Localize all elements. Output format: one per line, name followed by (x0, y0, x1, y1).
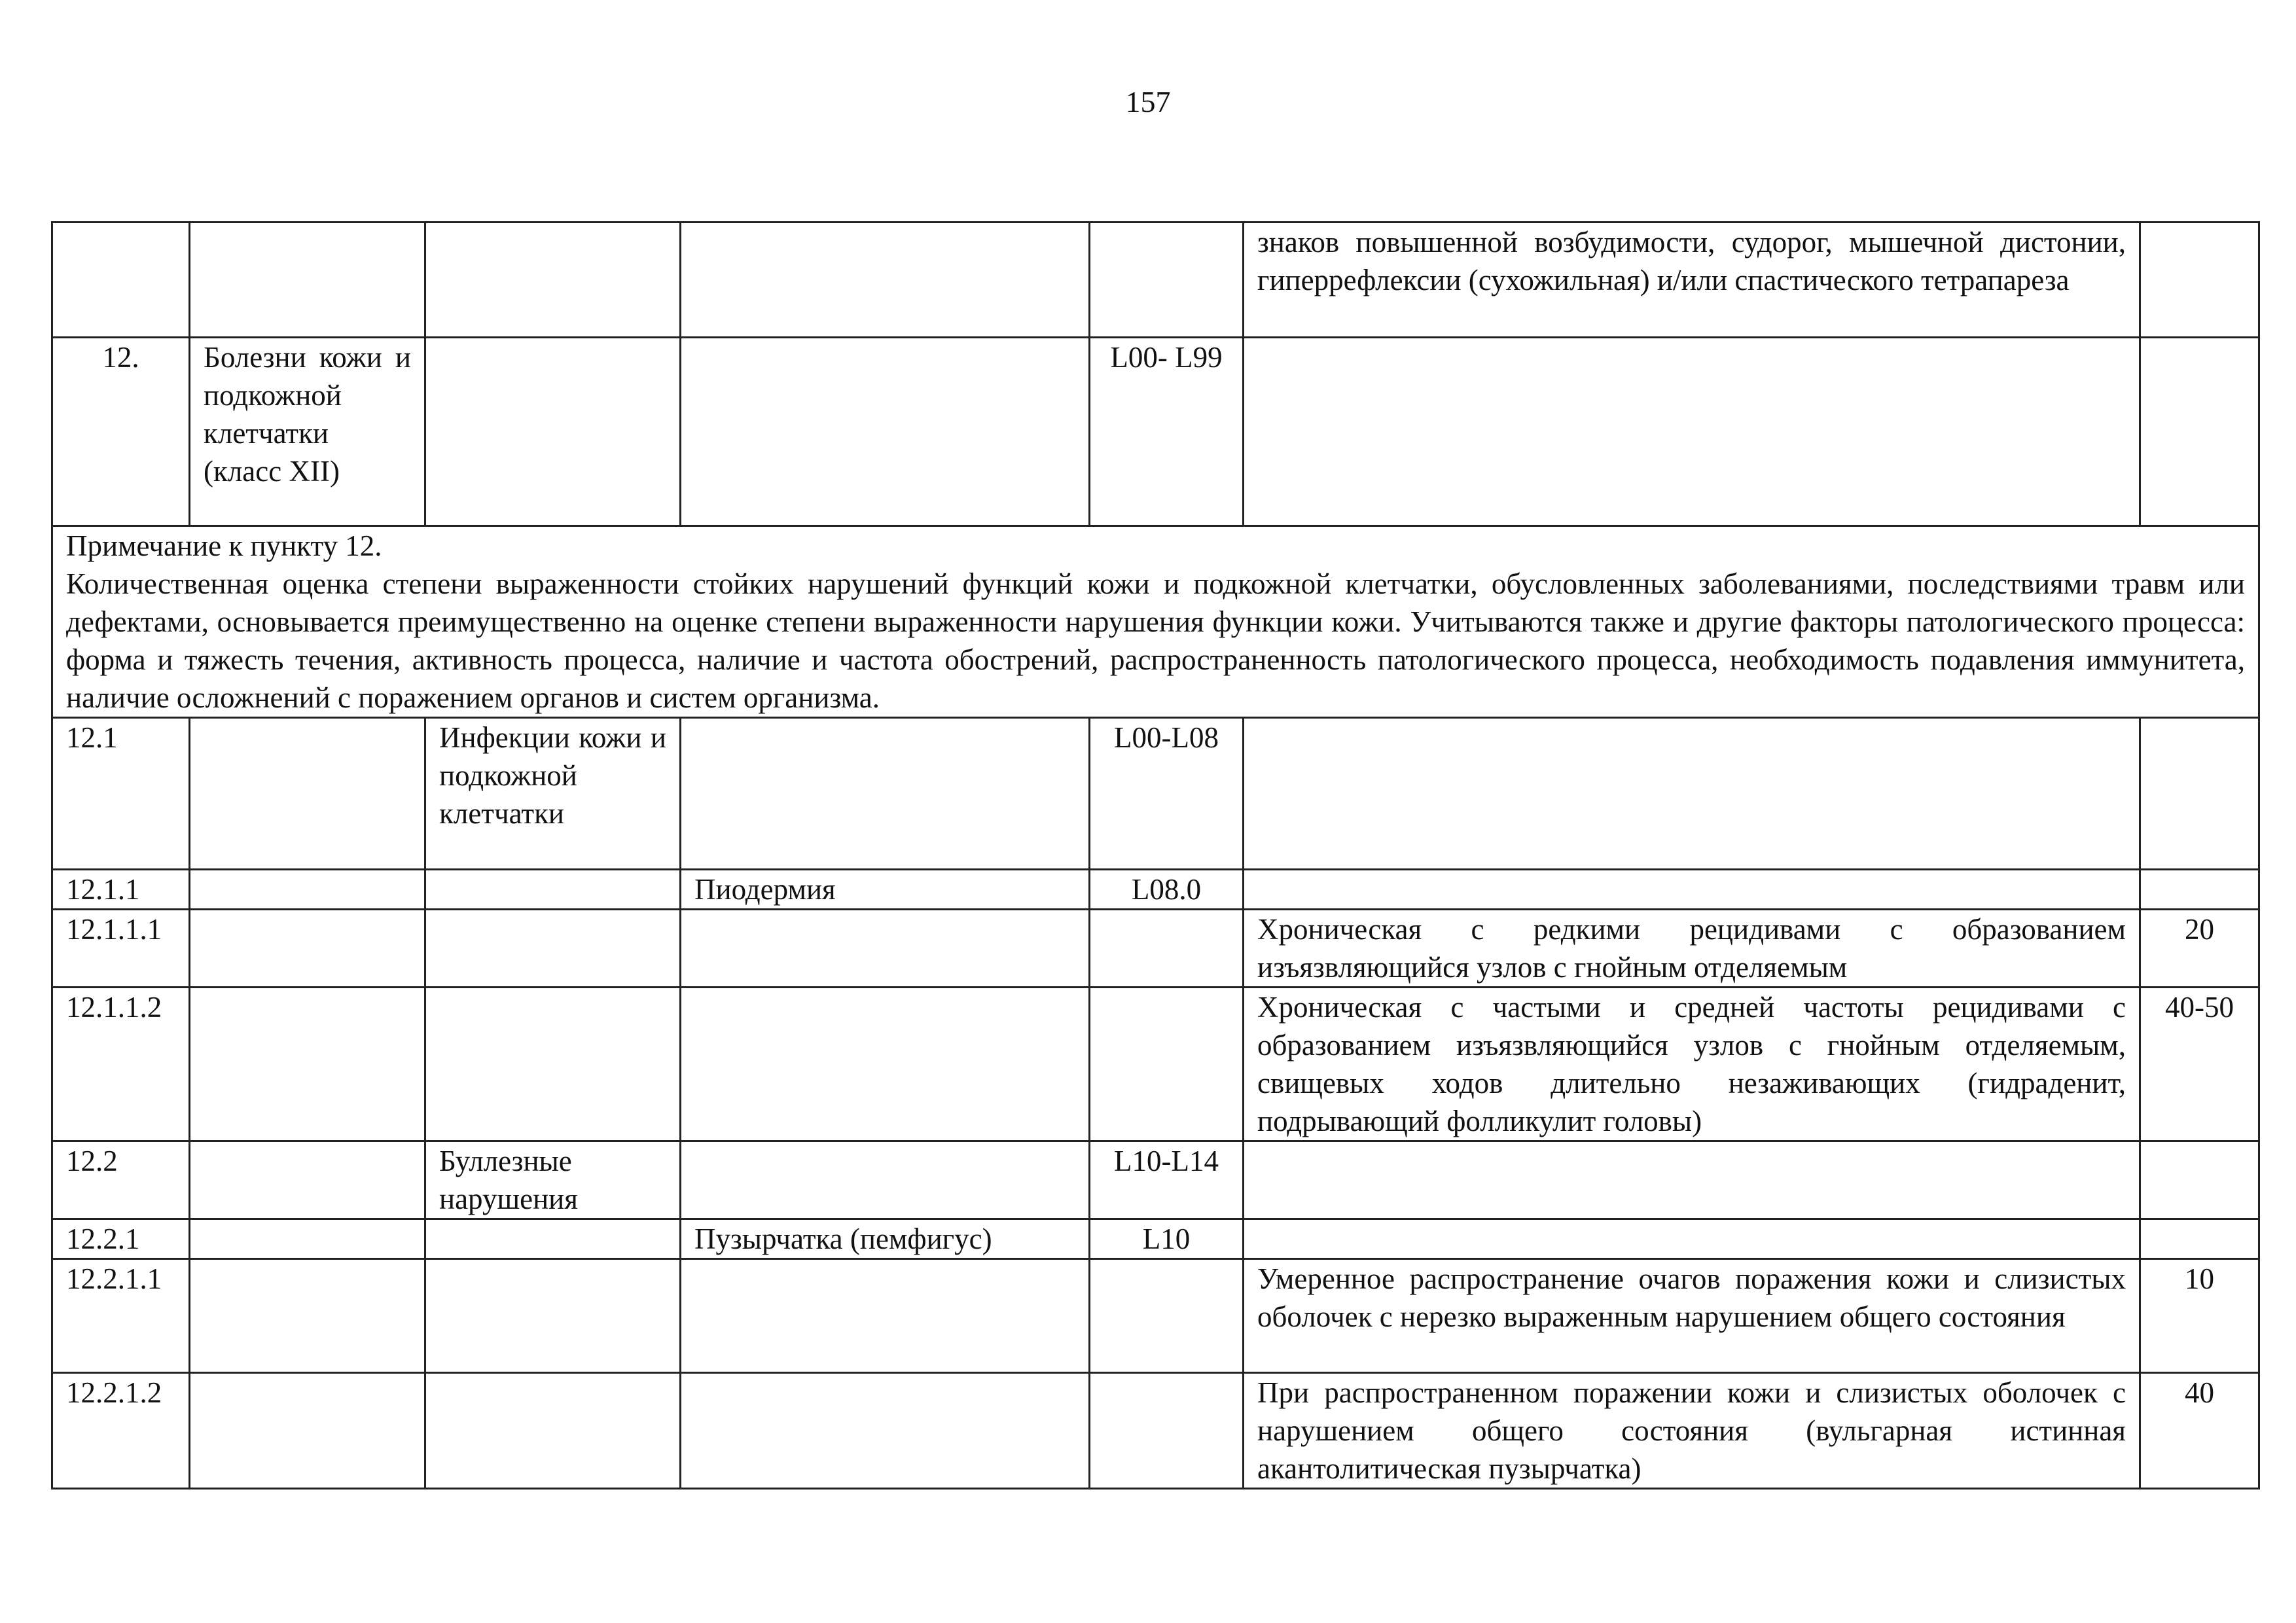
table-row (52, 338, 2259, 526)
table-row (52, 1219, 2259, 1259)
nosology-cell (681, 1373, 1090, 1489)
note-cell (52, 526, 2259, 718)
block-cell (425, 988, 681, 1141)
icd-code-cell (1090, 910, 1244, 988)
icd-code-cell: L10-L14 (1090, 1141, 1244, 1219)
note-text: Количественная оценка степени выраженности стойких нарушений функций кожи и подкожной клетчатки, обусловленных заболеваниями, последствиями травм или дефектами, основывается преимущественно на оценке степени выраженности нарушения функции кожи. Учитываются также и другие факторы патологического процесса: форма и тяжесть течения, активность процесса, наличие и частота обострений, распространенность патологического процесса, необходимость подавления иммунитета, наличие осложнений с поражением органов и систем организма. (66, 567, 2245, 714)
icd-code-cell: L10 (1090, 1219, 1244, 1259)
nosology-cell: Пузырчатка (пемфигус) (681, 1219, 1090, 1259)
row-number: 12.2.1.2 (52, 1373, 190, 1489)
description-cell: Хроническая с частыми и средней частоты рецидивами с образованием изъязвляющийся узлов с гнойным отделяемым, свищевых ходов длительно незаживающих (гидраденит, подрывающий фолликулит головы) (1244, 988, 2140, 1141)
class-cell (190, 718, 425, 870)
table-row (52, 223, 2259, 338)
percent-cell (2140, 338, 2259, 526)
block-cell: Буллезные нарушения (425, 1141, 681, 1219)
class-cell (190, 1219, 425, 1259)
class-cell (190, 223, 425, 338)
block-cell (425, 1259, 681, 1373)
table-row (52, 870, 2259, 910)
page-number: 157 (1125, 85, 1171, 118)
table-row (52, 988, 2259, 1141)
percent-cell (2140, 870, 2259, 910)
description-cell: знаков повышенной возбудимости, судорог, мышечной дистонии, гиперрефлексии (сухожильная) и/или спастического тетрапареза (1244, 223, 2140, 338)
block-cell (425, 1373, 681, 1489)
icd-code-cell: L08.0 (1090, 870, 1244, 910)
description-cell: Хроническая с редкими рецидивами с образованием изъязвляющийся узлов с гнойным отделяемым (1244, 910, 2140, 988)
row-number: 12.1.1 (52, 870, 190, 910)
percent-cell: 40 (2140, 1373, 2259, 1489)
block-cell: Инфекции кожи и подкожной клетчатки (425, 718, 681, 870)
table-row (52, 910, 2259, 988)
icd-code-cell (1090, 1373, 1244, 1489)
percent-cell: 10 (2140, 1259, 2259, 1373)
block-cell (425, 870, 681, 910)
row-number: 12.2.1 (52, 1219, 190, 1259)
row-number: 12.1.1.2 (52, 988, 190, 1141)
table-row (52, 718, 2259, 870)
description-cell (1244, 338, 2140, 526)
note-title: Примечание к пункту 12. (66, 529, 382, 562)
class-cell (190, 988, 425, 1141)
nosology-cell (681, 338, 1090, 526)
percent-cell (2140, 1141, 2259, 1219)
nosology-cell (681, 1141, 1090, 1219)
nosology-cell (681, 910, 1090, 988)
percent-cell (2140, 223, 2259, 338)
class-cell: Болезни кожи и подкожной клетчатки (класс XII) (190, 338, 425, 526)
class-cell (190, 1259, 425, 1373)
percent-cell: 40-50 (2140, 988, 2259, 1141)
class-cell (190, 1141, 425, 1219)
nosology-cell (681, 1259, 1090, 1373)
block-cell (425, 910, 681, 988)
row-number (52, 223, 190, 338)
description-cell (1244, 1219, 2140, 1259)
row-number: 12. (52, 338, 190, 526)
row-number: 12.2.1.1 (52, 1259, 190, 1373)
table-row (52, 1373, 2259, 1489)
icd-code-cell (1090, 988, 1244, 1141)
nosology-cell (681, 718, 1090, 870)
block-cell (425, 223, 681, 338)
block-cell (425, 1219, 681, 1259)
nosology-cell (681, 223, 1090, 338)
percent-cell: 20 (2140, 910, 2259, 988)
description-cell (1244, 718, 2140, 870)
percent-cell (2140, 1219, 2259, 1259)
criteria-table (51, 221, 2260, 1489)
description-cell: Умеренное распространение очагов поражения кожи и слизистых оболочек с нерезко выраженным нарушением общего состояния (1244, 1259, 2140, 1373)
description-cell: При распространенном поражении кожи и слизистых оболочек с нарушением общего состояния (вульгарная истинная акантолитическая пузырчатка) (1244, 1373, 2140, 1489)
description-cell (1244, 1141, 2140, 1219)
icd-code-cell (1090, 223, 1244, 338)
class-cell (190, 1373, 425, 1489)
description-cell (1244, 870, 2140, 910)
percent-cell (2140, 718, 2259, 870)
row-number: 12.1.1.1 (52, 910, 190, 988)
icd-code-cell: L00-L08 (1090, 718, 1244, 870)
block-cell (425, 338, 681, 526)
nosology-cell (681, 988, 1090, 1141)
icd-code-cell: L00- L99 (1090, 338, 1244, 526)
class-cell (190, 910, 425, 988)
note-row (52, 526, 2259, 718)
nosology-cell: Пиодермия (681, 870, 1090, 910)
row-number: 12.1 (52, 718, 190, 870)
class-cell (190, 870, 425, 910)
table-row (52, 1141, 2259, 1219)
icd-code-cell (1090, 1259, 1244, 1373)
row-number: 12.2 (52, 1141, 190, 1219)
table-row (52, 1259, 2259, 1373)
